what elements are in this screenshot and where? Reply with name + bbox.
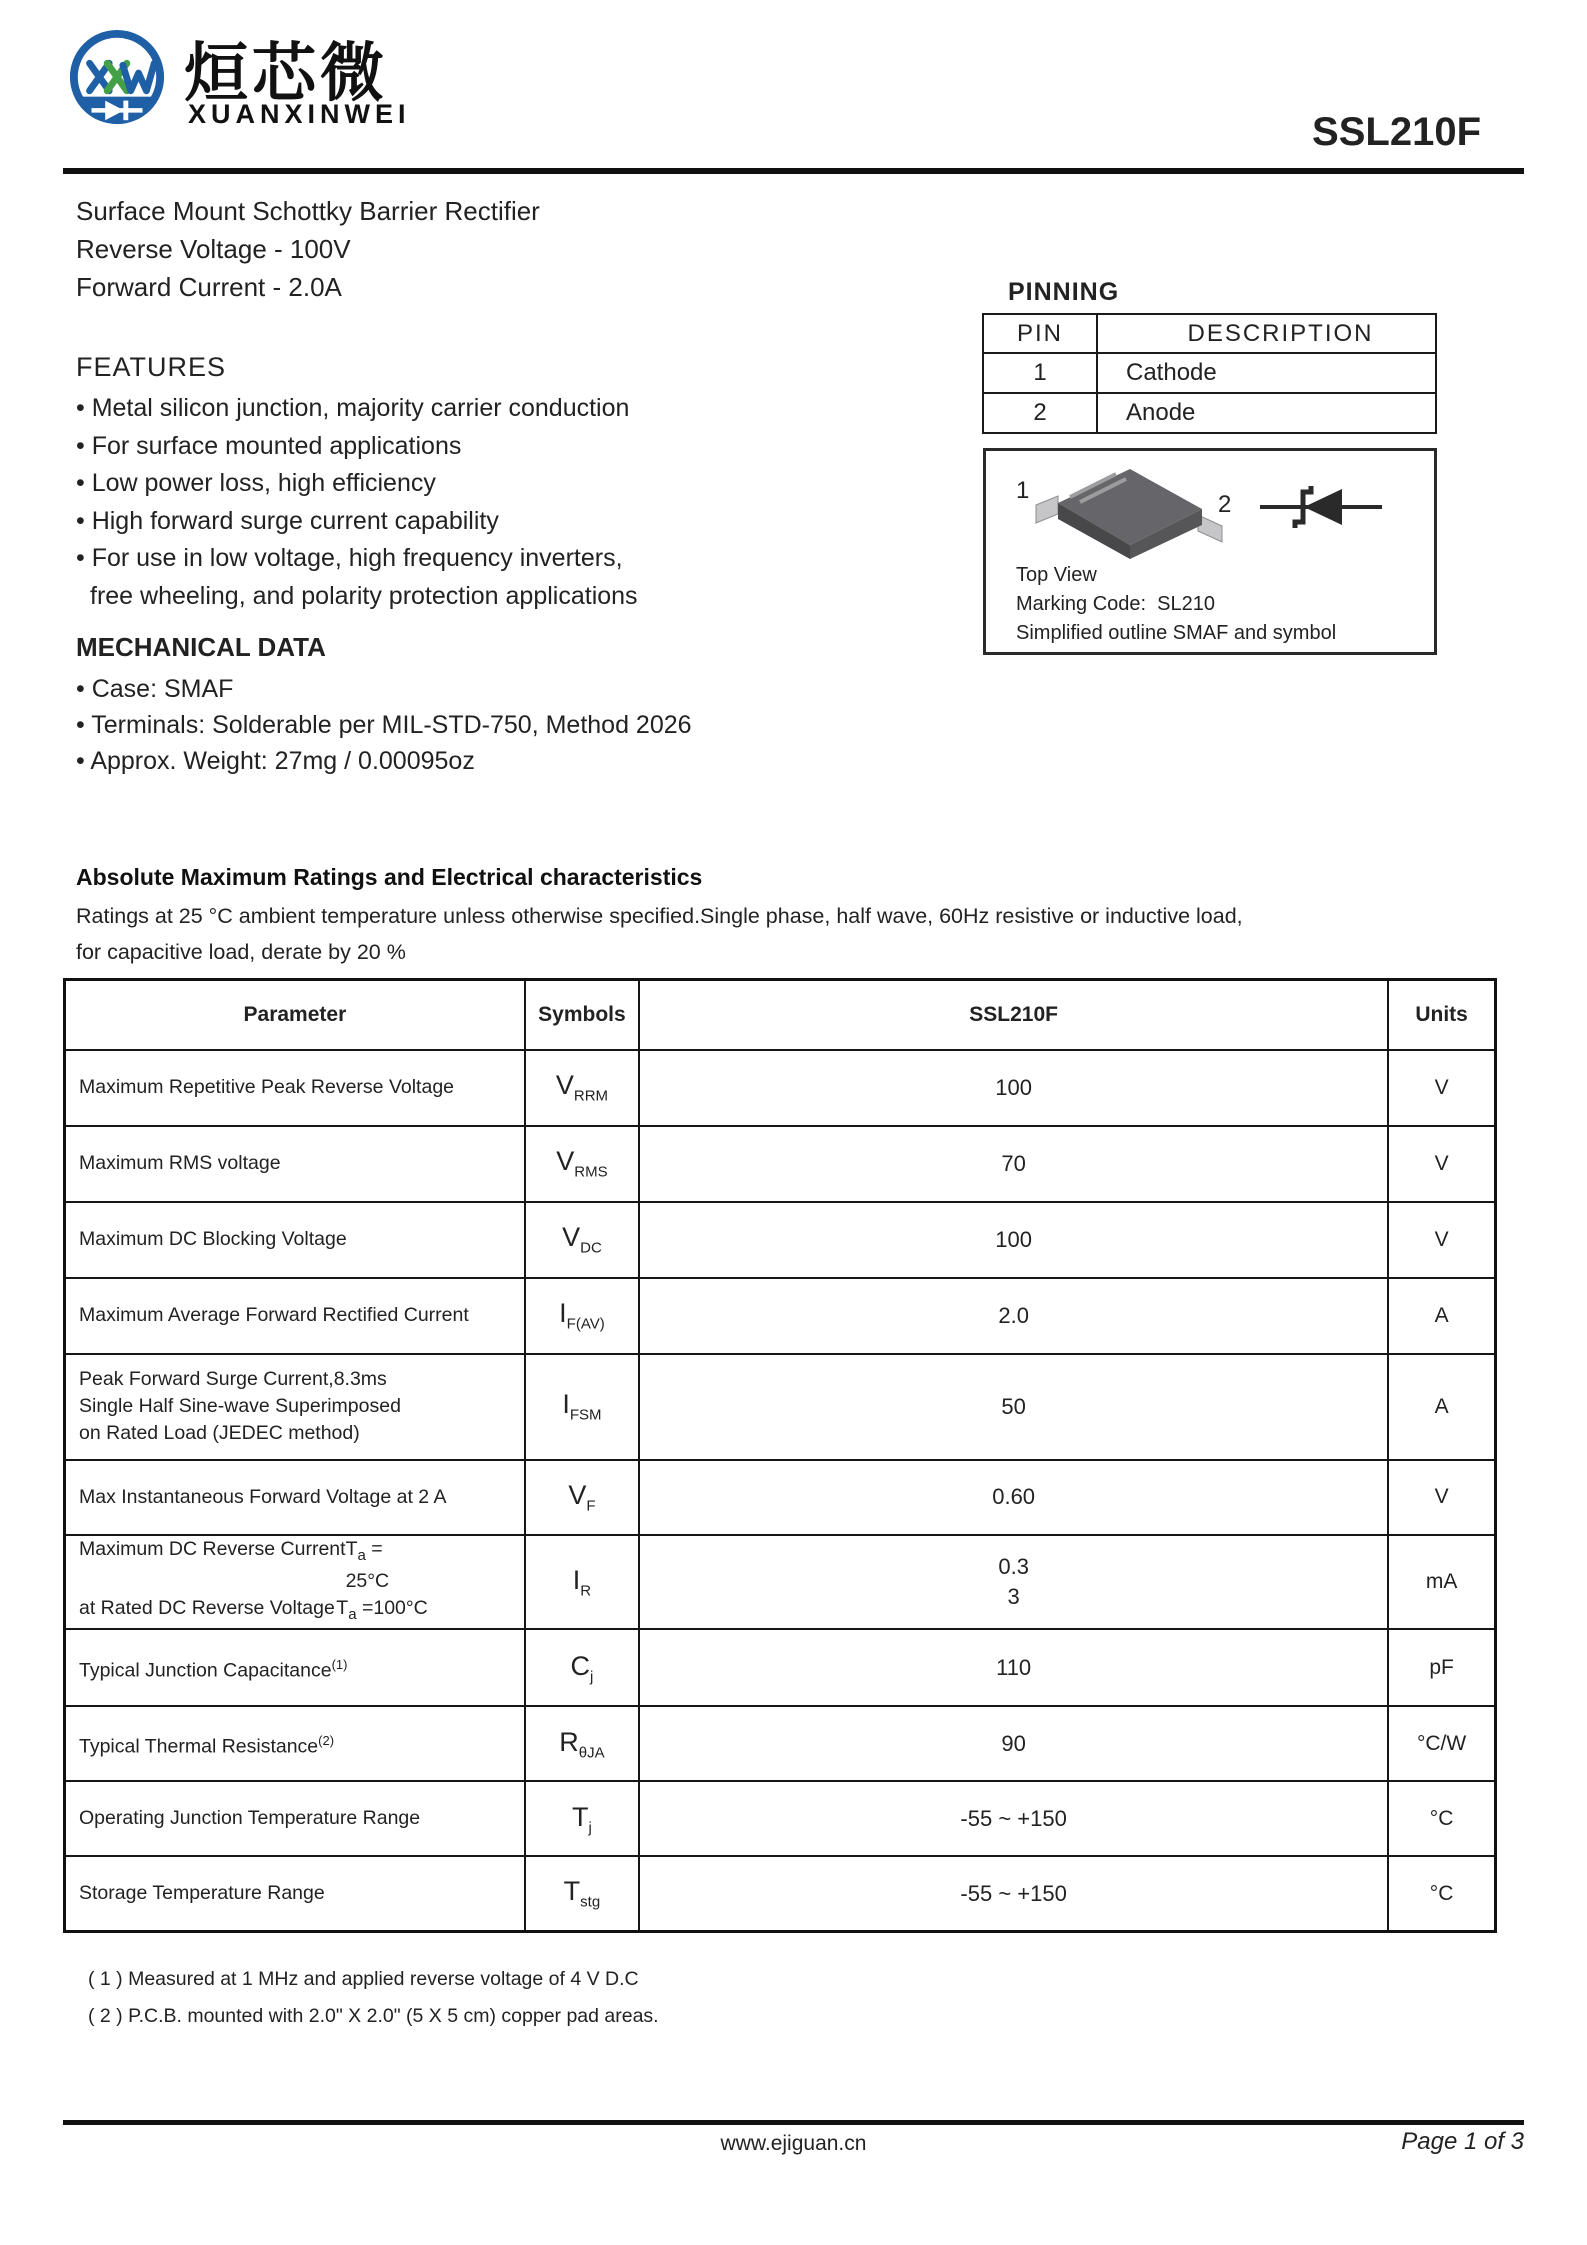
feature-item: • Low power loss, high efficiency [76, 465, 638, 503]
table-row [65, 1460, 1496, 1535]
pinning-header-row [983, 314, 1436, 353]
footer-website: www.ejiguan.cn [720, 2132, 867, 2155]
feature-item: • For surface mounted applications [76, 428, 638, 466]
table-row [65, 1535, 1496, 1630]
pinning-col-description: DESCRIPTION [1097, 314, 1436, 353]
unit-cell: V [1388, 1126, 1495, 1202]
footnote: ( 2 ) P.C.B. mounted with 2.0" X 2.0" (5 X 5 cm) copper pad areas. [88, 2005, 659, 2027]
parameter-cell: Operating Junction Temperature Range [65, 1781, 525, 1856]
footer-page-number: Page 1 of 3 [1401, 2128, 1524, 2155]
value-cell: 90 [639, 1706, 1388, 1781]
table-row [65, 1354, 1496, 1460]
symbol-cell: $V_F$ [525, 1460, 639, 1535]
feature-item: • For use in low voltage, high frequency inverters, [76, 540, 638, 578]
table-row [65, 1706, 1496, 1781]
mechanical-item: • Case: SMAF [76, 671, 692, 707]
symbol-cell: $I_R$ [525, 1535, 639, 1630]
footnote: ( 1 ) Measured at 1 MHz and applied reverse voltage of 4 V D.C [88, 1968, 639, 1990]
part-number: SSL210F [1312, 110, 1481, 154]
pinning-row [983, 393, 1436, 433]
symbol-cell: $T_{stg}$ [525, 1856, 639, 1931]
pin-description: Anode [1097, 393, 1436, 433]
symbol-cell: $V_{RMS}$ [525, 1126, 639, 1202]
value-cell: 100 [639, 1202, 1388, 1278]
mechanical-section [76, 632, 692, 779]
mechanical-item: • Terminals: Solderable per MIL-STD-750, Method 2026 [76, 707, 692, 743]
features-section [76, 352, 638, 615]
unit-cell: pF [1388, 1629, 1495, 1706]
value-cell: 50 [639, 1354, 1388, 1460]
symbol-cell: $I_{F(AV)}$ [525, 1278, 639, 1354]
col-parameter: Parameter [65, 980, 525, 1050]
col-units: Units [1388, 980, 1495, 1050]
feature-item: free wheeling, and polarity protection applications [90, 581, 638, 610]
parameter-cell: Maximum DC Blocking Voltage [65, 1202, 525, 1278]
table-row [65, 1856, 1496, 1931]
unit-cell: A [1388, 1354, 1495, 1460]
value-cell: 2.0 [639, 1278, 1388, 1354]
table-row [65, 1050, 1496, 1126]
ratings-header-row [65, 980, 1496, 1050]
summary-line: Reverse Voltage - 100V [76, 234, 351, 264]
parameter-cell: Typical Thermal Resistance$^{(2)}$ [65, 1706, 525, 1781]
unit-cell: V [1388, 1202, 1495, 1278]
parameter-cell: Maximum DC Reverse Current $T_a = 25^\circ C$ at Rated DC Reverse Voltage $T_a =100^\circ C$ [65, 1535, 525, 1630]
pinning-col-pin: PIN [983, 314, 1097, 353]
brand-name-cn: 烜芯微 [184, 37, 388, 109]
pinning-table [982, 313, 1437, 434]
pin-description: Cathode [1097, 353, 1436, 393]
package-caption: Top View Marking Code: SL210 Simplified outline SMAF and symbol [1016, 564, 1337, 644]
parameter-cell: Typical Junction Capacitance$^{(1)}$ [65, 1629, 525, 1706]
parameter-cell: Max Instantaneous Forward Voltage at 2 A [65, 1460, 525, 1535]
symbol-cell: $V_{RRM}$ [525, 1050, 639, 1126]
symbol-cell: $T_j$ [525, 1781, 639, 1856]
mechanical-title: MECHANICAL DATA [76, 632, 326, 662]
ratings-table [63, 978, 1497, 1933]
table-row [65, 1781, 1496, 1856]
feature-item: • High forward surge current capability [76, 503, 638, 541]
parameter-cell: Storage Temperature Range [65, 1856, 525, 1931]
pinning-title: PINNING [1008, 278, 1120, 306]
unit-cell: °C [1388, 1856, 1495, 1931]
value-cell: 100 [639, 1050, 1388, 1126]
footnotes [88, 1961, 659, 2035]
pin-number: 2 [983, 393, 1097, 433]
footer-rule [63, 2120, 1524, 2125]
parameter-cell: Maximum RMS voltage [65, 1126, 525, 1202]
value-cell: 70 [639, 1126, 1388, 1202]
brand-name-en: XUANXINWEI [188, 99, 411, 129]
value-cell: 0.3 3 [639, 1535, 1388, 1630]
unit-cell: V [1388, 1050, 1495, 1126]
table-row [65, 1278, 1496, 1354]
symbol-cell: $I_{FSM}$ [525, 1354, 639, 1460]
unit-cell: V [1388, 1460, 1495, 1535]
table-row [65, 1126, 1496, 1202]
mechanical-item: • Approx. Weight: 27mg / 0.00095oz [76, 743, 692, 779]
package-drawing-icon [1024, 459, 1236, 571]
features-title: FEATURES [76, 352, 227, 382]
pin2-label: 2 [1218, 491, 1232, 518]
symbol-cell: $V_{DC}$ [525, 1202, 639, 1278]
pin1-label: 1 [1016, 477, 1030, 504]
col-part: SSL210F [639, 980, 1388, 1050]
header-rule [63, 168, 1524, 174]
product-summary [76, 192, 540, 306]
symbol-cell: $R_{\theta JA}$ [525, 1706, 639, 1781]
schottky-diode-symbol-icon [1258, 479, 1384, 535]
package-outline-box [983, 448, 1437, 655]
ratings-note: Ratings at 25 °C ambient temperature unless otherwise specified.Single phase, half wave, 60Hz resistive or inductive load, for capacitive load, derate by 20 % [76, 904, 1243, 964]
symbol-cell: $C_j$ [525, 1629, 639, 1706]
feature-item: • Metal silicon junction, majority carrier conduction [76, 390, 638, 428]
summary-line: Surface Mount Schottky Barrier Rectifier [76, 196, 540, 226]
table-row [65, 1202, 1496, 1278]
unit-cell: A [1388, 1278, 1495, 1354]
summary-line: Forward Current - 2.0A [76, 272, 342, 302]
value-cell: 0.60 [639, 1460, 1388, 1535]
parameter-cell: Maximum Average Forward Rectified Current [65, 1278, 525, 1354]
value-cell: -55 ~ +150 [639, 1856, 1388, 1931]
unit-cell: mA [1388, 1535, 1495, 1630]
unit-cell: °C [1388, 1781, 1495, 1856]
ratings-title: Absolute Maximum Ratings and Electrical characteristics [76, 864, 703, 890]
col-symbols: Symbols [525, 980, 639, 1050]
table-row [65, 1629, 1496, 1706]
parameter-cell: Maximum Repetitive Peak Reverse Voltage [65, 1050, 525, 1126]
value-cell: -55 ~ +150 [639, 1781, 1388, 1856]
features-list [76, 390, 638, 615]
pinning-row [983, 353, 1436, 393]
xxw-logo-icon [66, 26, 168, 132]
pin-number: 1 [983, 353, 1097, 393]
parameter-cell: Peak Forward Surge Current,8.3ms Single Half Sine-wave Superimposed on Rated Load (JEDEC method) [65, 1354, 525, 1460]
mechanical-list [76, 671, 692, 779]
unit-cell: °C/W [1388, 1706, 1495, 1781]
value-cell: 110 [639, 1629, 1388, 1706]
